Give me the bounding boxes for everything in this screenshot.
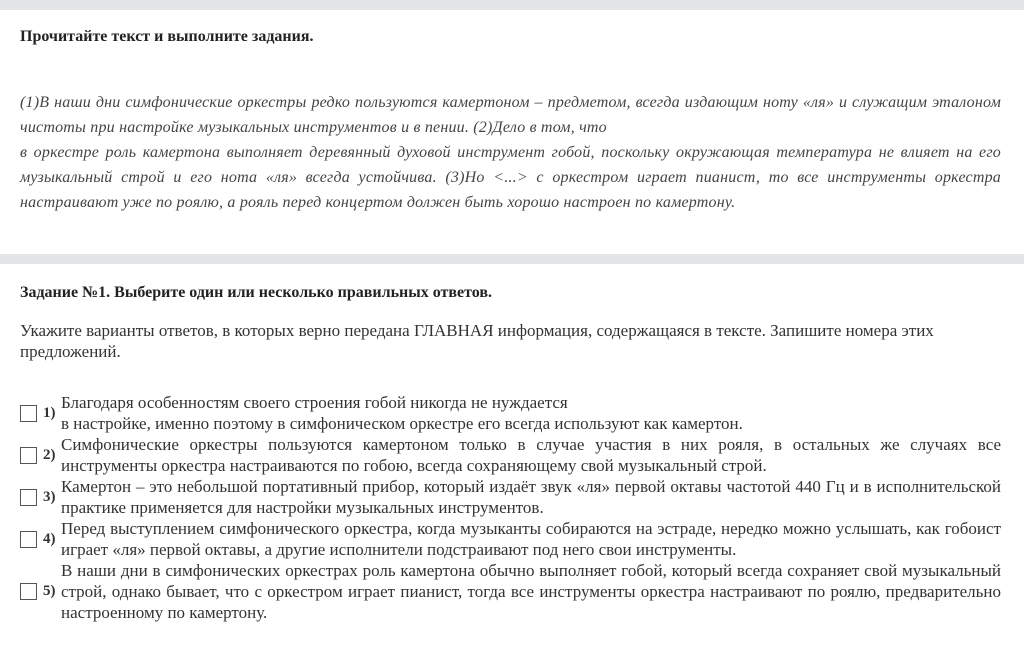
option-line: Благодаря особенностям своего строения гобой никогда не нуждается [61,393,568,412]
task-block [0,264,1024,669]
passage-line: в оркестре роль камертона выполняет деревянный духовой инструмент гобой, поскольку окружающая температура не влияет на его музыкальный строй и его нота «ля» всегда устойчива. (3)Но <...> с оркестром играет пианист, то все инструменты оркестра настраивают уже по роялю, а рояль перед концертом должен быть хорошо настроен по камертону. [20,144,1001,211]
option-line: в настройке, именно поэтому в симфоническом оркестре его всегда используют как камертон. [61,414,743,433]
option-text [61,392,1001,434]
top-divider [0,0,1024,10]
answer-options [20,392,1001,623]
answer-option-4[interactable] [20,518,1001,560]
checkbox[interactable] [20,405,37,422]
passage-heading: Прочитайте текст и выполните задания. [20,28,314,45]
answer-option-1[interactable] [20,392,1001,434]
checkbox[interactable] [20,447,37,464]
option-text: Перед выступлением симфонического оркестра, когда музыканты собираются на эстраде, нередко можно услышать, как гобоист играет «ля» первой октавы, а другие исполнители подстраивают под него свои инструменты. [61,519,1001,559]
checkbox[interactable] [20,531,37,548]
checkbox[interactable] [20,489,37,506]
task-instruction: Укажите варианты ответов, в которых верно передана ГЛАВНАЯ информация, содержащаяся в тексте. Запишите номера этих предложений. [20,321,934,361]
option-text: В наши дни в симфонических оркестрах роль камертона обычно выполняет гобой, который всегда сохраняет свой музыкальный строй, однако бывает, что с оркестром играет пианист, тогда все инструменты оркестра настраивают по роялю, предварительно настроенному по камертону. [61,561,1001,622]
answer-option-2[interactable] [20,434,1001,476]
checkbox[interactable] [20,583,37,600]
option-number: 4) [43,530,56,547]
passage-line: (1)В наши дни симфонические оркестры редко пользуются камертоном – предметом, всегда издающим ноту «ля» и служащим эталоном чистоты при настройке музыкальных инструментов и в пении. (2)Дело в том, что [20,94,1001,136]
passage-text [20,90,1001,215]
task-heading: Задание №1. Выберите один или несколько правильных ответов. [20,284,493,301]
option-text: Симфонические оркестры пользуются камертоном только в случае участия в них рояля, в остальных же случаях все инструменты оркестра настраиваются по гобою, всегда сохраняющему свой музыкальный строй. [61,435,1001,475]
answer-option-5[interactable] [20,560,1001,623]
answer-option-3[interactable] [20,476,1001,518]
option-number: 2) [43,446,56,463]
option-text: Камертон – это небольшой портативный прибор, который издаёт звук «ля» первой октавы частотой 440 Гц и в исполнительской практике применяется для настройки музыкальных инструментов. [61,477,1001,517]
option-number: 1) [43,404,56,421]
option-number: 3) [43,488,56,505]
passage-block [0,10,1024,254]
section-divider [0,254,1024,264]
option-number: 5) [43,583,56,599]
